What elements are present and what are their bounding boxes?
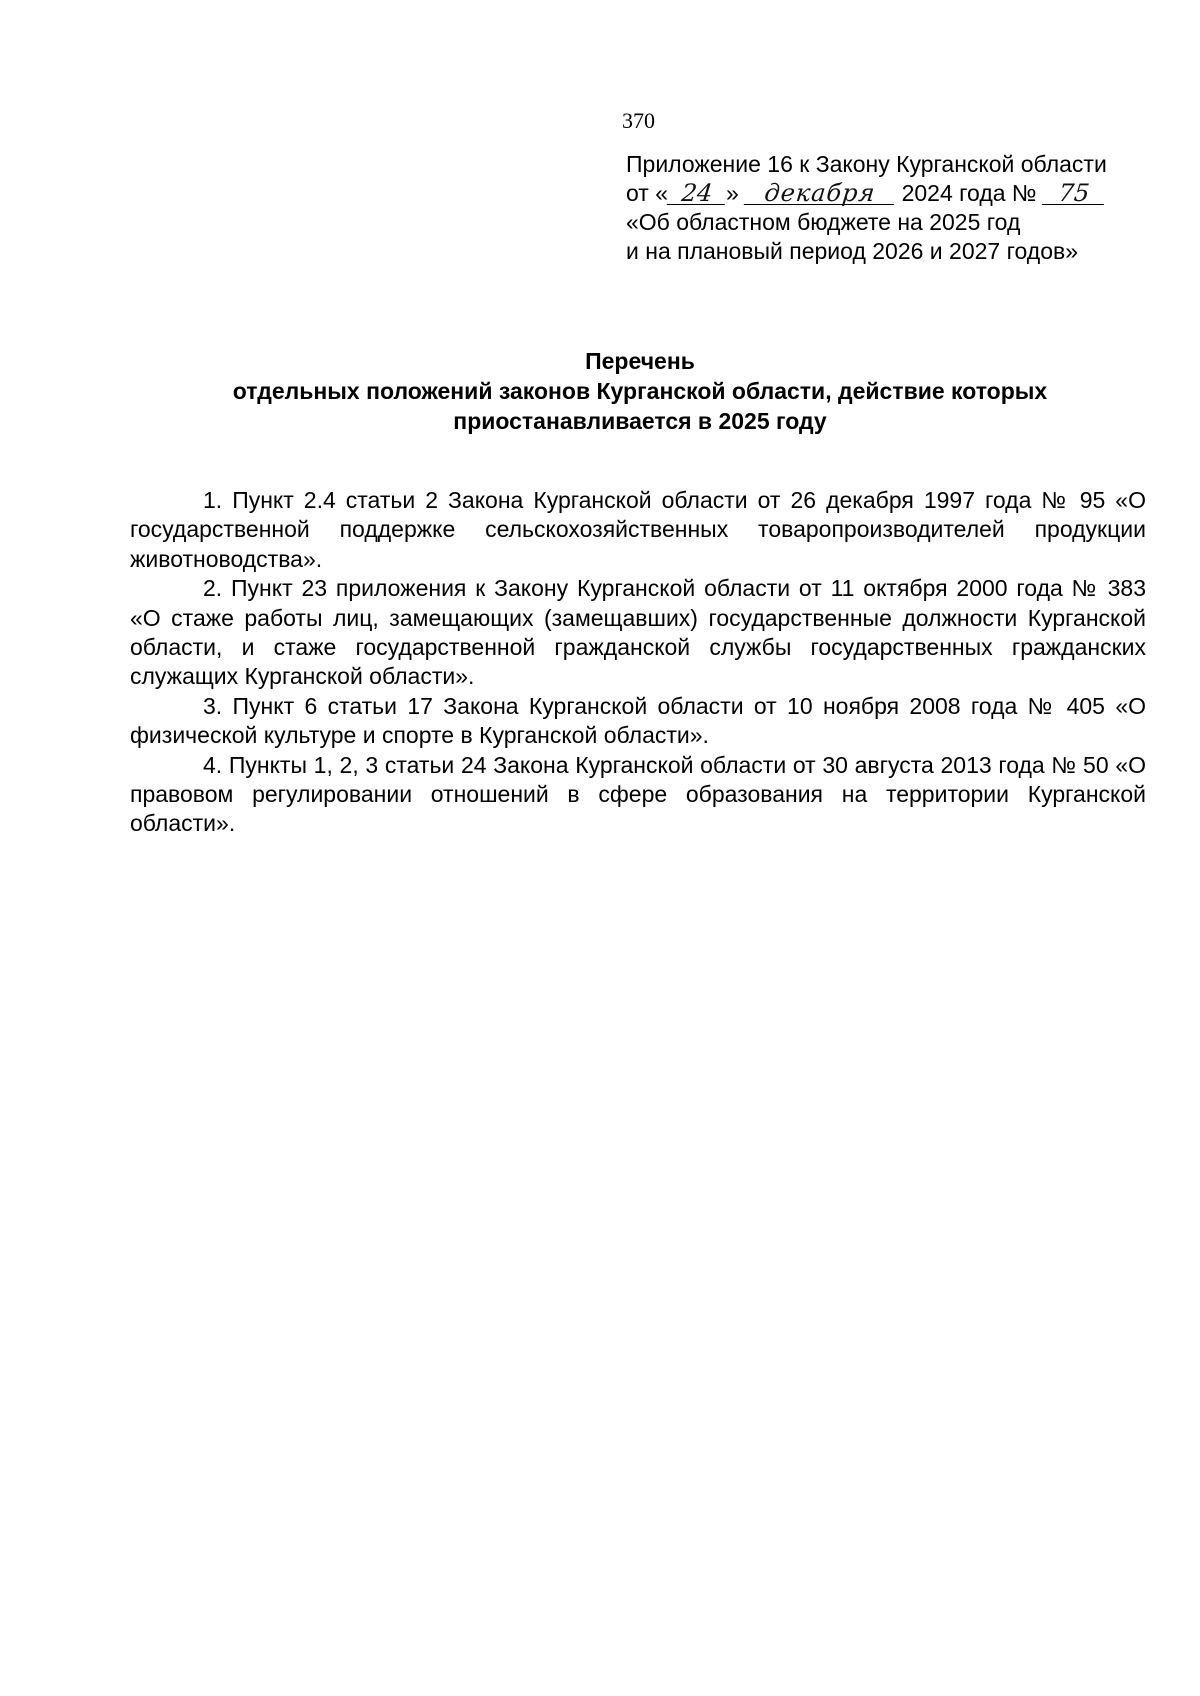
date-mid: » — [726, 180, 739, 206]
page-number: 370 — [622, 108, 655, 133]
document-body — [130, 486, 1146, 839]
list-item: 2. Пункт 23 приложения к Закону Курганской области от 11 октября 2000 года № 383 «О стаже работы лиц, замещающих (замещавших) государственные должности Курганской области, и стаже государственной гражданской службы государственных гражданских служащих Курганской области». — [130, 575, 1146, 690]
list-item: 3. Пункт 6 статьи 17 Закона Курганской области от 10 ноября 2008 года № 405 «О физической культуре и спорте в Курганской области». — [130, 692, 1146, 749]
year-text: 2024 года № — [901, 180, 1037, 206]
appendix-line-1: Приложение 16 к Закону Курганской области — [626, 151, 1107, 177]
appendix-header — [626, 150, 1146, 266]
handwritten-month: декабря — [744, 182, 896, 205]
handwritten-day: 24 — [667, 182, 727, 205]
list-item: 1. Пункт 2.4 статьи 2 Закона Курганской области от 26 декабря 1997 года № 95 «О государственной поддержке сельскохозяйственных товаропроизводителей продукции животноводства». — [130, 487, 1146, 572]
document-title — [130, 346, 1150, 436]
title-line-3: приостанавливается в 2025 году — [453, 408, 827, 434]
handwritten-law-number: 75 — [1042, 182, 1106, 205]
appendix-line-4: и на плановый период 2026 и 2027 годов» — [626, 238, 1078, 264]
date-prefix: от « — [626, 180, 669, 206]
title-line-2: отдельных положений законов Курганской области, действие которых — [232, 378, 1048, 404]
appendix-date-line — [626, 179, 1146, 208]
title-line-1: Перечень — [585, 348, 695, 374]
list-item: 4. Пункты 1, 2, 3 статьи 24 Закона Курганской области от 30 августа 2013 года № 50 «О правовом регулировании отношений в сфере образования на территории Курганской области». — [130, 751, 1146, 837]
appendix-line-3: «Об областном бюджете на 2025 год — [626, 209, 1021, 235]
